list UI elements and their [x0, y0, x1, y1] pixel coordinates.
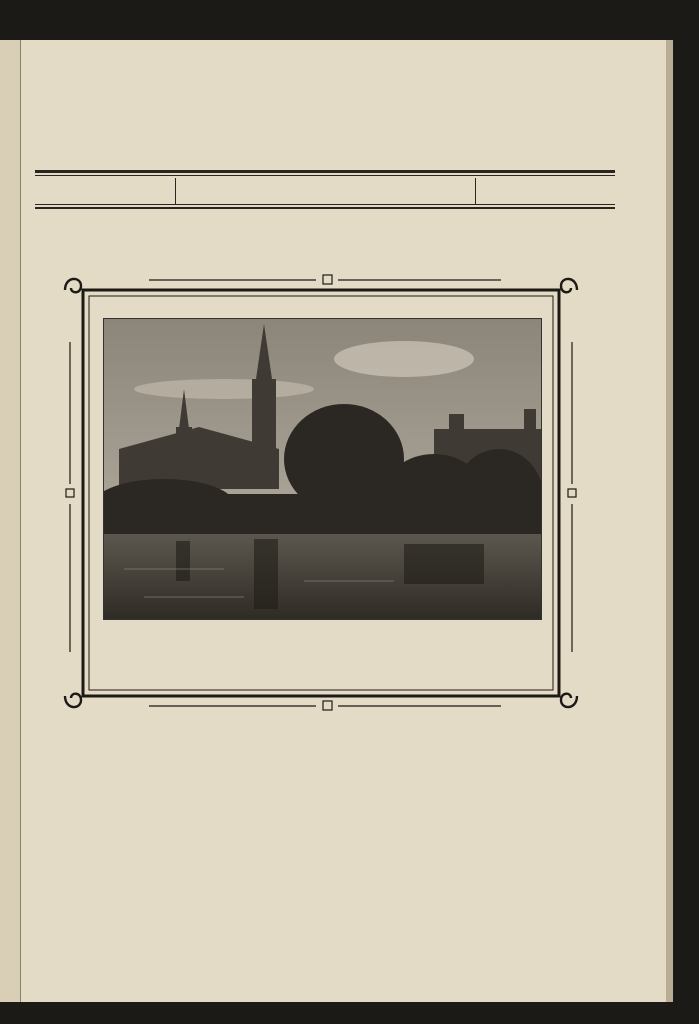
page-spine: [666, 40, 673, 1002]
rule: [35, 204, 615, 205]
rule: [35, 175, 615, 176]
issue-date: [176, 178, 476, 204]
cathedral-photo: [103, 318, 542, 620]
rule: [35, 207, 615, 209]
facing-page-edge: [0, 40, 21, 1002]
issue-info-bar: [35, 178, 615, 204]
newspaper-page: [21, 40, 666, 1002]
rule: [35, 170, 615, 173]
issue-price: [476, 178, 615, 204]
issue-number: [57, 178, 187, 204]
